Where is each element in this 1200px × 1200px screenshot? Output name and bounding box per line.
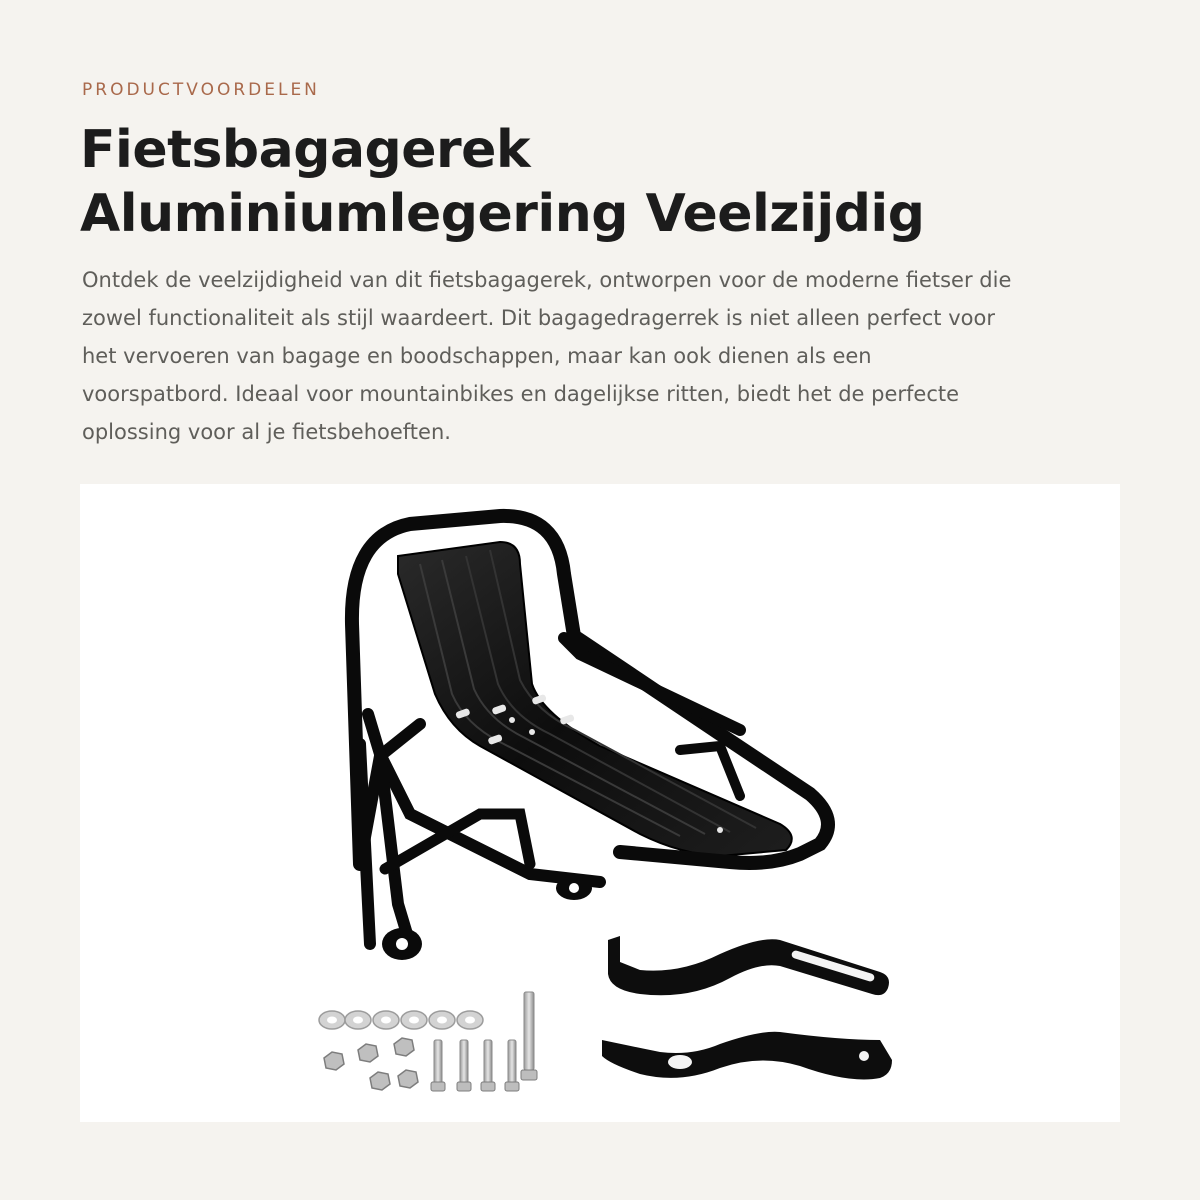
description-line-4: voorspatbord. Ideaal voor mountainbikes en dagelijkse ritten, biedt het de perfecte: [82, 382, 960, 406]
product-title-line-2: Aluminiumlegering Veelzijdig: [80, 184, 925, 244]
description-line-1: Ontdek de veelzijdigheid van dit fietsbagagerek, ontworpen voor de moderne fietser die: [82, 268, 1012, 292]
description-line-2: zowel functionaliteit als stijl waardeert. Dit bagagedragerrek is niet alleen perfect voor: [82, 306, 995, 330]
description-line-5: oplossing voor al je fietsbehoeften.: [82, 420, 451, 444]
mounting-brackets: [602, 936, 892, 1080]
bike-front-rack-photo: [80, 484, 1120, 1122]
product-image: [80, 484, 1120, 1122]
section-eyebrow: PRODUCTVOORDELEN: [82, 80, 320, 100]
mounting-hardware: [319, 992, 537, 1091]
product-title-line-1: Fietsbagagerek: [80, 120, 531, 180]
product-title: [80, 118, 1120, 246]
product-description: [82, 261, 1112, 451]
rack-body: [352, 516, 828, 960]
description-line-3: het vervoeren van bagage en boodschappen, maar kan ook dienen als een: [82, 344, 872, 368]
